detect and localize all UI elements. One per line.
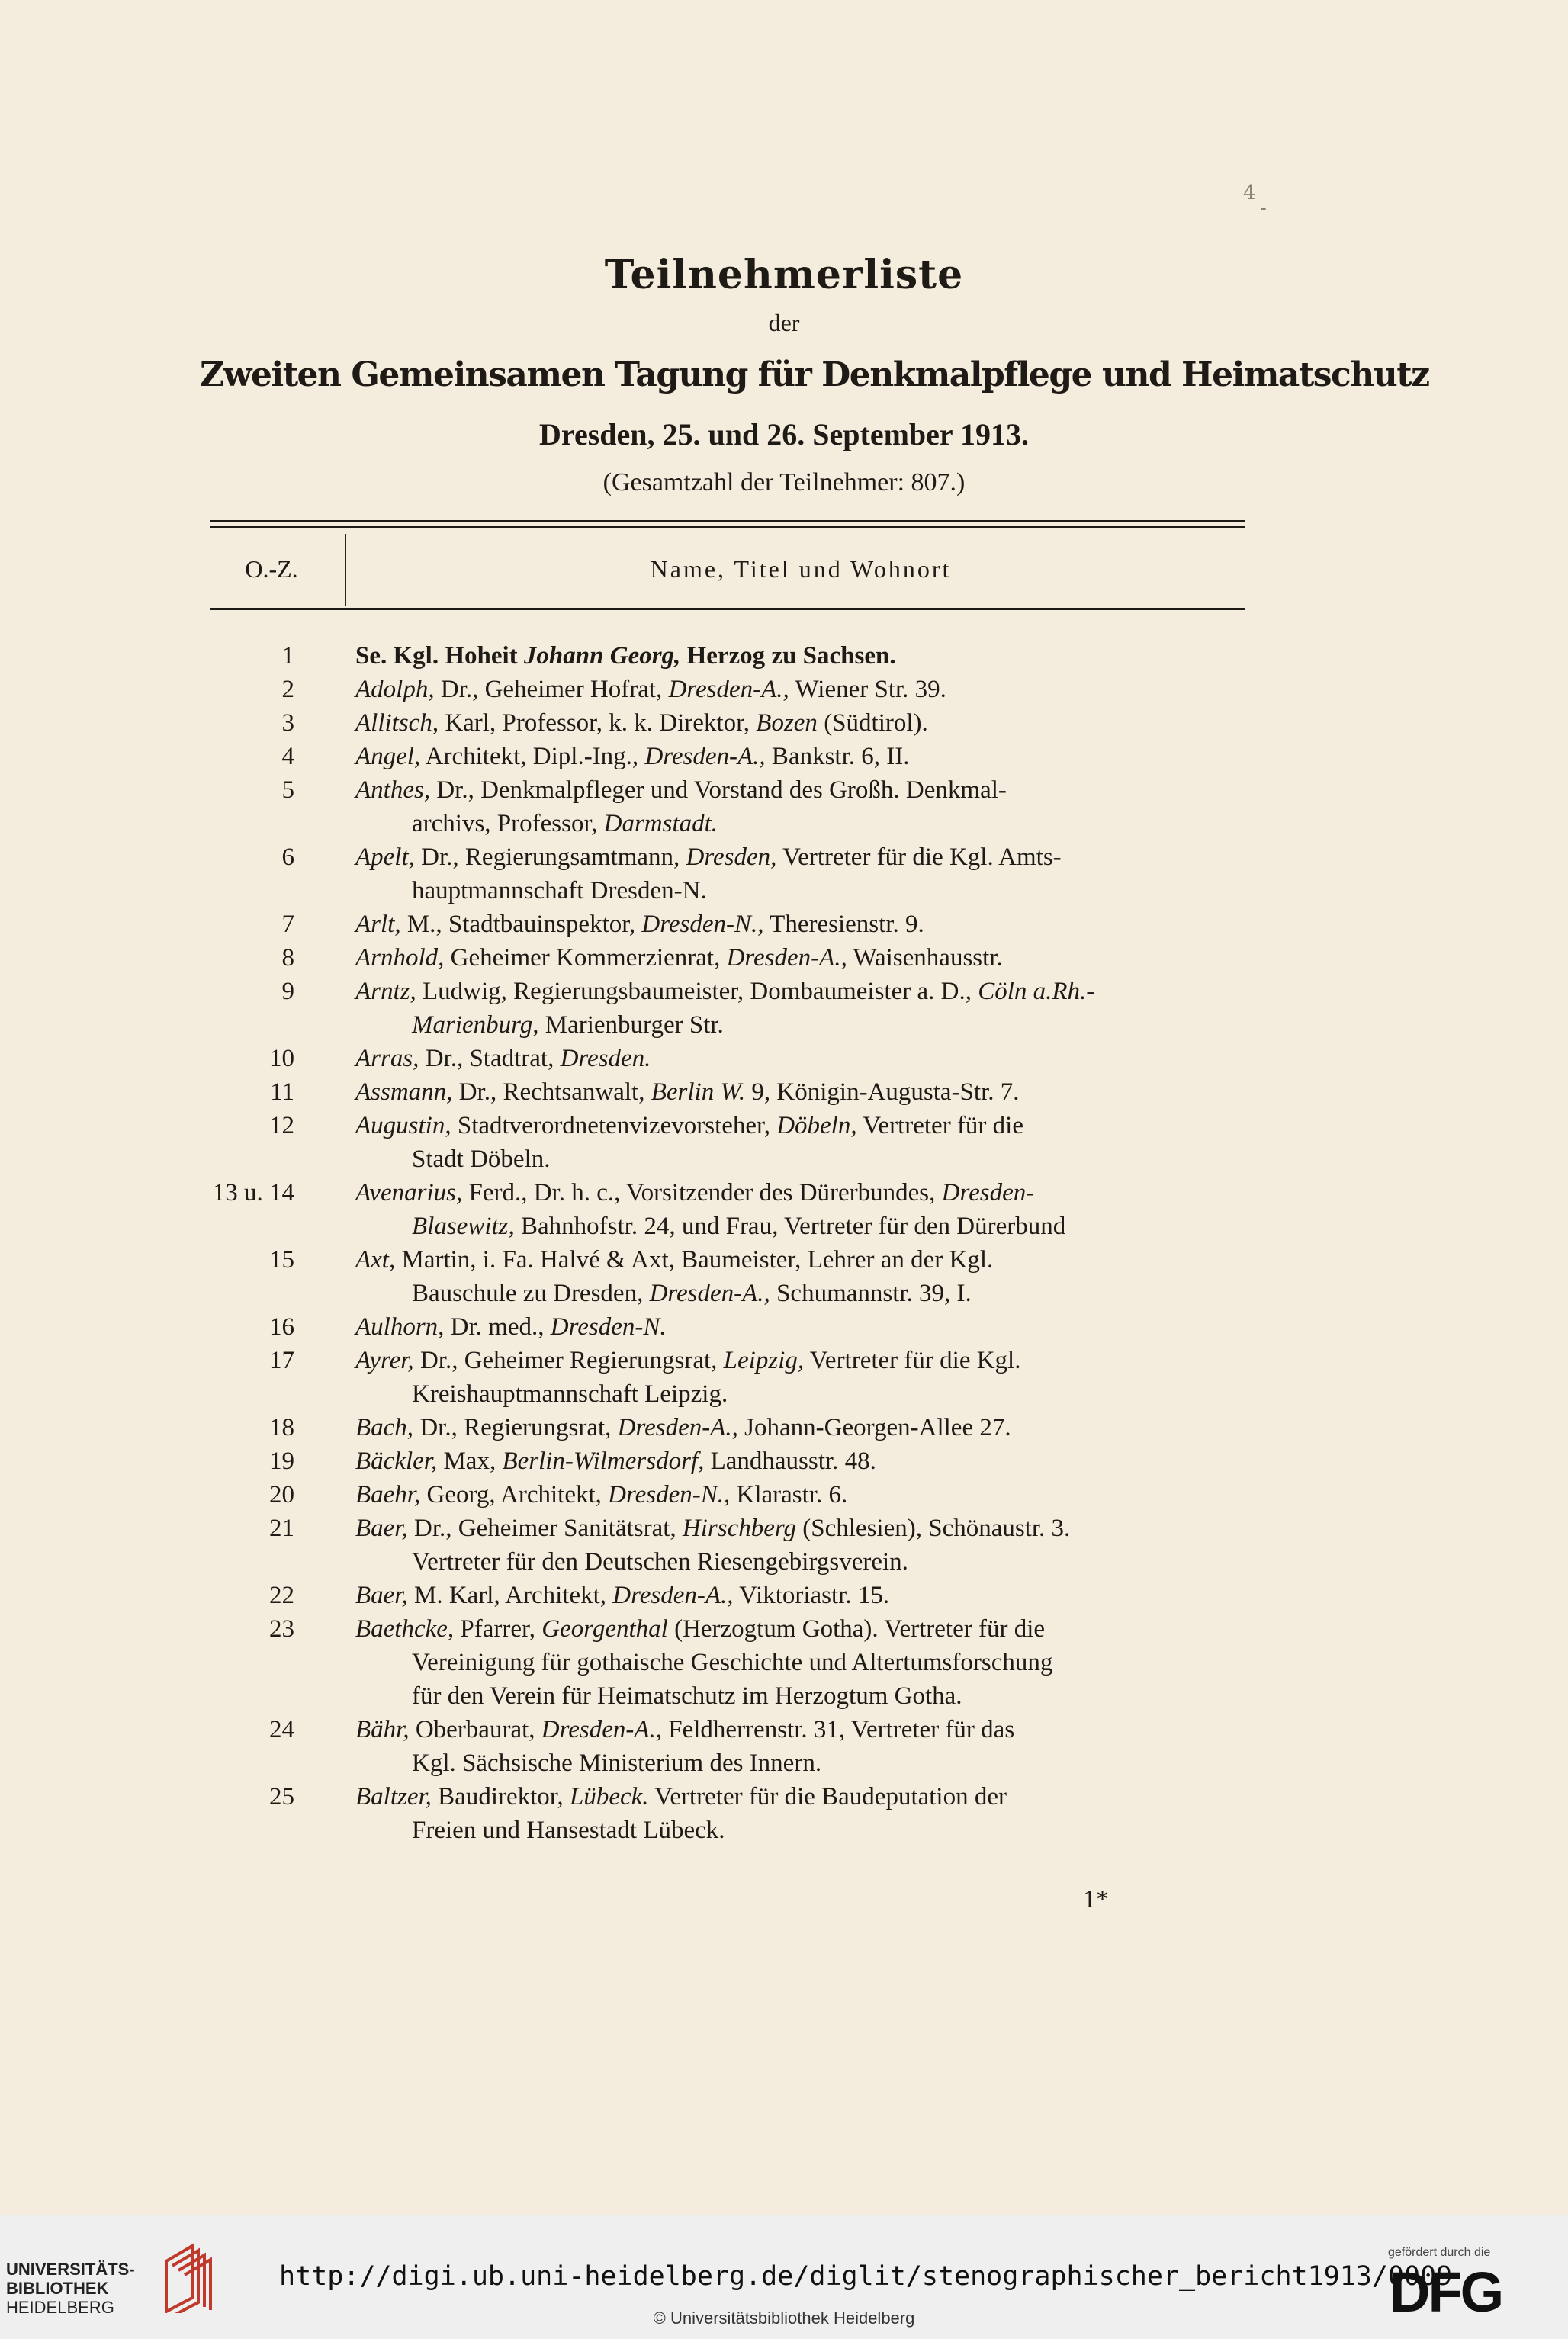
place-name: Dresden-A., xyxy=(644,743,766,770)
entry-segment: Theresienstr. 9. xyxy=(763,911,924,938)
list-item xyxy=(203,1109,1248,1176)
person-name: Arlt, xyxy=(355,911,401,938)
list-item xyxy=(203,1512,1248,1579)
person-name: Bach, xyxy=(355,1414,414,1441)
viewer-footer xyxy=(0,2215,1568,2339)
entry-segment: Ludwig, Regierungsbaumeister, Dombaumeister a. D., xyxy=(416,978,978,1005)
list-item xyxy=(203,773,1248,840)
entry-number: 21 xyxy=(269,1515,294,1542)
entry-segment: Landhausstr. 48. xyxy=(704,1447,876,1475)
list-item xyxy=(203,740,1248,773)
entry-segment: Vertreter für den Deutschen Riesengebirgsverein. xyxy=(412,1548,908,1576)
entry-line xyxy=(355,840,1239,874)
entry-line xyxy=(355,1176,1239,1210)
entry-text xyxy=(310,1075,1248,1109)
event-date: Dresden, 25. und 26. September 1913. xyxy=(539,417,1029,451)
entry-number: 2 xyxy=(281,676,294,703)
library-name-line3: HEIDELBERG xyxy=(6,2298,114,2317)
entry-segment: Viktoriastr. 15. xyxy=(733,1582,890,1609)
place-name: Leipzig, xyxy=(723,1347,805,1374)
entry-number: 24 xyxy=(269,1716,294,1743)
library-name-line2: BIBLIOTHEK xyxy=(6,2279,109,2298)
entry-line xyxy=(355,673,1239,706)
entry-number: 22 xyxy=(269,1582,294,1609)
person-name: Arntz, xyxy=(355,978,416,1005)
entry-number: 18 xyxy=(269,1414,294,1441)
header-rule-bottom xyxy=(210,608,1245,610)
entry-text xyxy=(310,1478,1248,1512)
entry-text xyxy=(310,1310,1248,1344)
entry-number: 1 xyxy=(281,642,294,670)
entry-line xyxy=(355,706,1239,740)
entry-segment: für den Verein für Heimatschutz im Herzogtum Gotha. xyxy=(412,1682,962,1710)
title-der: der xyxy=(768,309,800,336)
entry-text xyxy=(310,1042,1248,1075)
person-name: Allitsch, xyxy=(355,709,439,737)
place-name: Döbeln, xyxy=(776,1112,857,1139)
place-name: Lübeck. xyxy=(569,1783,649,1810)
entry-text xyxy=(310,1176,1248,1243)
entry-line xyxy=(355,1780,1239,1814)
entry-segment: (Schlesien), Schönaustr. 3. xyxy=(796,1515,1071,1542)
entry-number: 8 xyxy=(281,944,294,972)
entry-line xyxy=(355,807,1239,840)
funding-label: gefördert durch die xyxy=(1388,2246,1491,2259)
entry-segment: Feldherrenstr. 31, Vertreter für das xyxy=(662,1716,1015,1743)
permalink-url[interactable]: http://digi.ub.uni-heidelberg.de/diglit/stenographischer_bericht1913/0009 xyxy=(279,2261,1453,2292)
dfg-logo[interactable]: DFG xyxy=(1390,2260,1502,2324)
entry-number: 20 xyxy=(269,1481,294,1508)
column-header-oz: O.-Z. xyxy=(245,555,298,583)
list-item xyxy=(203,1444,1248,1478)
place-name: Dresden-N., xyxy=(608,1481,731,1508)
entry-segment: Dr., Stadtrat, xyxy=(419,1045,561,1072)
person-name: Aulhorn, xyxy=(355,1313,445,1341)
entry-line xyxy=(355,975,1239,1008)
corner-mark: 4 xyxy=(1243,182,1256,204)
entry-segment: Dr. med., xyxy=(444,1313,551,1341)
library-logo-icon[interactable] xyxy=(162,2243,217,2313)
list-item xyxy=(203,1713,1248,1780)
entry-line xyxy=(355,1075,1239,1109)
entry-number: 13 u. 14 xyxy=(212,1179,294,1206)
entry-segment: Kreishauptmannschaft Leipzig. xyxy=(412,1380,728,1408)
entry-number: 11 xyxy=(270,1078,294,1106)
entry-number: 7 xyxy=(281,911,294,938)
entry-line xyxy=(355,1679,1239,1713)
event-title: Zweiten Gemeinsamen Tagung für Denkmalpflege und Heimatschutz xyxy=(200,355,1429,394)
person-name: Baltzer, xyxy=(355,1783,432,1810)
entry-segment: Dr., Regierungsamtmann, xyxy=(414,843,686,871)
place-name: Dresden, xyxy=(686,843,777,871)
entry-segment: Se. Kgl. Hoheit xyxy=(355,642,524,670)
person-name: Apelt, xyxy=(355,843,415,871)
entry-segment: Karl, Professor, k. k. Direktor, xyxy=(439,709,757,737)
entry-number: 10 xyxy=(269,1045,294,1072)
person-name: Bäckler, xyxy=(355,1447,438,1475)
entry-line xyxy=(355,1210,1239,1243)
entry-text xyxy=(310,840,1248,908)
page-signature: 1* xyxy=(1083,1885,1109,1913)
list-item xyxy=(203,1042,1248,1075)
place-name: Cöln a.Rh.- xyxy=(978,978,1095,1005)
place-name: Dresden- xyxy=(941,1179,1035,1206)
entry-segment: Baudirektor, xyxy=(431,1783,570,1810)
place-name: Hirschberg xyxy=(682,1515,797,1542)
entry-line xyxy=(355,1310,1239,1344)
list-item xyxy=(203,1075,1248,1109)
person-name: Baer, xyxy=(355,1515,408,1542)
entry-segment: Waisenhausstr. xyxy=(847,944,1003,972)
entry-segment: Johann-Georgen-Allee 27. xyxy=(737,1414,1011,1441)
entry-number: 15 xyxy=(269,1246,294,1274)
entry-line xyxy=(355,874,1239,908)
participant-total: (Gesamtzahl der Teilnehmer: 807.) xyxy=(602,468,966,496)
entry-segment: hauptmannschaft Dresden-N. xyxy=(412,877,707,904)
person-name: Baehr, xyxy=(355,1481,421,1508)
entry-text xyxy=(310,1512,1248,1579)
entry-line xyxy=(355,639,1239,673)
entry-line xyxy=(355,740,1239,773)
place-name: Dresden-A., xyxy=(649,1280,770,1307)
page-title: Teilnehmerliste xyxy=(604,252,964,298)
entry-number: 4 xyxy=(281,743,294,770)
header-rule-top xyxy=(210,520,1245,522)
list-item xyxy=(203,908,1248,941)
list-item xyxy=(203,1612,1248,1713)
entry-line xyxy=(355,1814,1239,1847)
person-name: Baer, xyxy=(355,1582,408,1609)
entry-line xyxy=(355,1713,1239,1746)
entry-text xyxy=(310,1243,1248,1310)
entry-segment: Stadtverordnetenvizevorsteher, xyxy=(451,1112,777,1139)
entry-text xyxy=(310,1411,1248,1444)
list-item xyxy=(203,1310,1248,1344)
entry-text xyxy=(310,773,1248,840)
entry-text xyxy=(310,941,1248,975)
header-rule-top-thin xyxy=(210,526,1245,528)
place-name: Dresden. xyxy=(560,1045,651,1072)
place-name: Berlin W. xyxy=(651,1078,746,1106)
entry-number: 5 xyxy=(281,776,294,804)
entry-text xyxy=(310,1612,1248,1713)
entry-line xyxy=(355,1109,1239,1142)
entry-line xyxy=(355,1512,1239,1545)
person-name: Ayrer, xyxy=(355,1347,414,1374)
entry-number: 19 xyxy=(269,1447,294,1475)
person-name: Axt, xyxy=(355,1246,396,1274)
list-item xyxy=(203,1243,1248,1310)
entry-segment: Klarastr. 6. xyxy=(730,1481,848,1508)
person-name: Anthes, xyxy=(355,776,431,804)
person-name: Augustin, xyxy=(355,1112,451,1139)
place-name: Dresden-A., xyxy=(617,1414,738,1441)
entry-segment: Freien und Hansestadt Lübeck. xyxy=(412,1817,725,1844)
entry-line xyxy=(355,773,1239,807)
entry-segment: Dr., Denkmalpfleger und Vorstand des Großh. Denkmal- xyxy=(430,776,1007,804)
entry-number: 23 xyxy=(269,1615,294,1643)
entry-segment: Georg, Architekt, xyxy=(420,1481,609,1508)
entry-text xyxy=(310,908,1248,941)
entry-line xyxy=(355,1545,1239,1579)
entry-line xyxy=(355,1142,1239,1176)
person-name: Assmann, xyxy=(355,1078,453,1106)
entry-line xyxy=(355,1008,1239,1042)
entry-text xyxy=(310,1109,1248,1176)
entry-segment: Vertreter für die xyxy=(856,1112,1023,1139)
list-item xyxy=(203,706,1248,740)
place-name: Dresden-A., xyxy=(612,1582,734,1609)
list-item xyxy=(203,1478,1248,1512)
entry-number: 6 xyxy=(281,843,294,871)
place-name: Dresden-A., xyxy=(541,1716,662,1743)
entry-text xyxy=(310,1713,1248,1780)
list-item xyxy=(203,639,1248,673)
entry-text xyxy=(310,1780,1248,1847)
entry-line xyxy=(355,1478,1239,1512)
entry-line xyxy=(355,908,1239,941)
person-name: Arras, xyxy=(355,1045,419,1072)
entry-segment: Vertreter für die Kgl. xyxy=(804,1347,1021,1374)
entry-segment: Architekt, Dipl.-Ing., xyxy=(420,743,645,770)
list-item xyxy=(203,975,1248,1042)
participant-list xyxy=(203,639,1248,1847)
list-item xyxy=(203,1780,1248,1847)
list-item xyxy=(203,941,1248,975)
place-name: Dresden-A., xyxy=(668,676,789,703)
list-item xyxy=(203,1411,1248,1444)
entry-segment: Martin, i. Fa. Halvé & Axt, Baumeister, Lehrer an der Kgl. xyxy=(395,1246,994,1274)
entry-segment: Max, xyxy=(437,1447,503,1475)
entry-line xyxy=(355,1042,1239,1075)
place-name: Georgenthal xyxy=(541,1615,668,1643)
entry-segment: Geheimer Kommerzienrat, xyxy=(444,944,727,972)
copyright-notice: © Universitätsbibliothek Heidelberg xyxy=(653,2308,915,2328)
entry-number: 25 xyxy=(269,1783,294,1810)
entry-line xyxy=(355,1243,1239,1277)
entry-text xyxy=(310,975,1248,1042)
entry-segment: Vertreter für die Kgl. Amts- xyxy=(776,843,1062,871)
person-name: Avenarius, xyxy=(355,1179,463,1206)
entry-segment: Schumannstr. 39, I. xyxy=(770,1280,972,1307)
entry-text xyxy=(310,639,1248,673)
entry-segment: Kgl. Sächsische Ministerium des Innern. xyxy=(412,1749,822,1777)
list-item xyxy=(203,840,1248,908)
column-header-name: Name, Titel und Wohnort xyxy=(650,555,952,583)
entry-segment: Vereinigung für gothaische Geschichte und Altertumsforschung xyxy=(412,1649,1053,1676)
person-name: Angel, xyxy=(355,743,421,770)
entry-segment: Pfarrer, xyxy=(454,1615,542,1643)
person-name: Bähr, xyxy=(355,1716,410,1743)
entry-line xyxy=(355,1344,1239,1377)
place-name: Dresden-A., xyxy=(726,944,847,972)
entry-segment: Vertreter für die Baudeputation der xyxy=(648,1783,1007,1810)
entry-segment: Dr., Geheimer Hofrat, xyxy=(434,676,669,703)
entry-number: 3 xyxy=(281,709,294,737)
entry-segment: M. Karl, Architekt, xyxy=(407,1582,613,1609)
entry-text xyxy=(310,1344,1248,1411)
entry-segment: (Herzogtum Gotha). Vertreter für die xyxy=(667,1615,1046,1643)
entry-segment: Oberbaurat, xyxy=(409,1716,541,1743)
entry-line xyxy=(355,1377,1239,1411)
entry-number: 12 xyxy=(269,1112,294,1139)
entry-segment: M., Stadtbauinspektor, xyxy=(400,911,642,938)
place-name: Blasewitz, xyxy=(412,1213,515,1240)
person-name: Baethcke, xyxy=(355,1615,455,1643)
entry-line xyxy=(355,941,1239,975)
entry-text xyxy=(310,1444,1248,1478)
place-name: Bozen xyxy=(756,709,818,737)
entry-segment: Wiener Str. 39. xyxy=(789,676,946,703)
person-name: Johann Georg, xyxy=(523,642,681,670)
entry-segment: Ferd., Dr. h. c., Vorsitzender des Dürerbundes, xyxy=(462,1179,942,1206)
entry-segment: Bankstr. 6, II. xyxy=(765,743,910,770)
entry-segment: archivs, Professor, xyxy=(412,810,604,837)
entry-line xyxy=(355,1646,1239,1679)
place-name: Darmstadt. xyxy=(603,810,718,837)
entry-line xyxy=(355,1411,1239,1444)
entry-text xyxy=(310,706,1248,740)
entry-segment: Dr., Geheimer Regierungsrat, xyxy=(413,1347,724,1374)
list-item xyxy=(203,673,1248,706)
list-item xyxy=(203,1176,1248,1243)
place-name: Berlin-Wilmersdorf, xyxy=(502,1447,705,1475)
entry-line xyxy=(355,1579,1239,1612)
entry-segment: Bauschule zu Dresden, xyxy=(412,1280,650,1307)
entry-segment: Stadt Döbeln. xyxy=(412,1145,551,1173)
place-name: Dresden-N., xyxy=(641,911,764,938)
place-name: Dresden-N. xyxy=(550,1313,667,1341)
entry-line xyxy=(355,1444,1239,1478)
entry-segment: Dr., Rechtsanwalt, xyxy=(452,1078,651,1106)
entry-segment: Herzog zu Sachsen. xyxy=(680,642,896,670)
person-name: Arnhold, xyxy=(355,944,445,972)
entry-number: 9 xyxy=(281,978,294,1005)
entry-line xyxy=(355,1612,1239,1646)
entry-line xyxy=(355,1746,1239,1780)
entry-segment: Marienburger Str. xyxy=(538,1011,724,1039)
entry-segment: Bahnhofstr. 24, und Frau, Vertreter für den Dürerbund xyxy=(514,1213,1066,1240)
list-item xyxy=(203,1579,1248,1612)
person-name: Adolph, xyxy=(355,676,435,703)
list-item xyxy=(203,1344,1248,1411)
place-name: Marienburg, xyxy=(412,1011,539,1039)
entry-segment: (Südtirol). xyxy=(817,709,928,737)
entry-text xyxy=(310,673,1248,706)
entry-number: 16 xyxy=(269,1313,294,1341)
entry-text xyxy=(310,740,1248,773)
entry-number: 17 xyxy=(269,1347,294,1374)
entry-segment: 9, Königin-Augusta-Str. 7. xyxy=(745,1078,1020,1106)
library-name-line1: UNIVERSITÄTS- xyxy=(6,2260,135,2279)
entry-line xyxy=(355,1277,1239,1310)
corner-dash: - xyxy=(1260,197,1267,220)
entry-segment: Dr., Geheimer Sanitätsrat, xyxy=(407,1515,683,1542)
entry-text xyxy=(310,1579,1248,1612)
entry-segment: Dr., Regierungsrat, xyxy=(413,1414,618,1441)
column-divider xyxy=(345,534,346,606)
